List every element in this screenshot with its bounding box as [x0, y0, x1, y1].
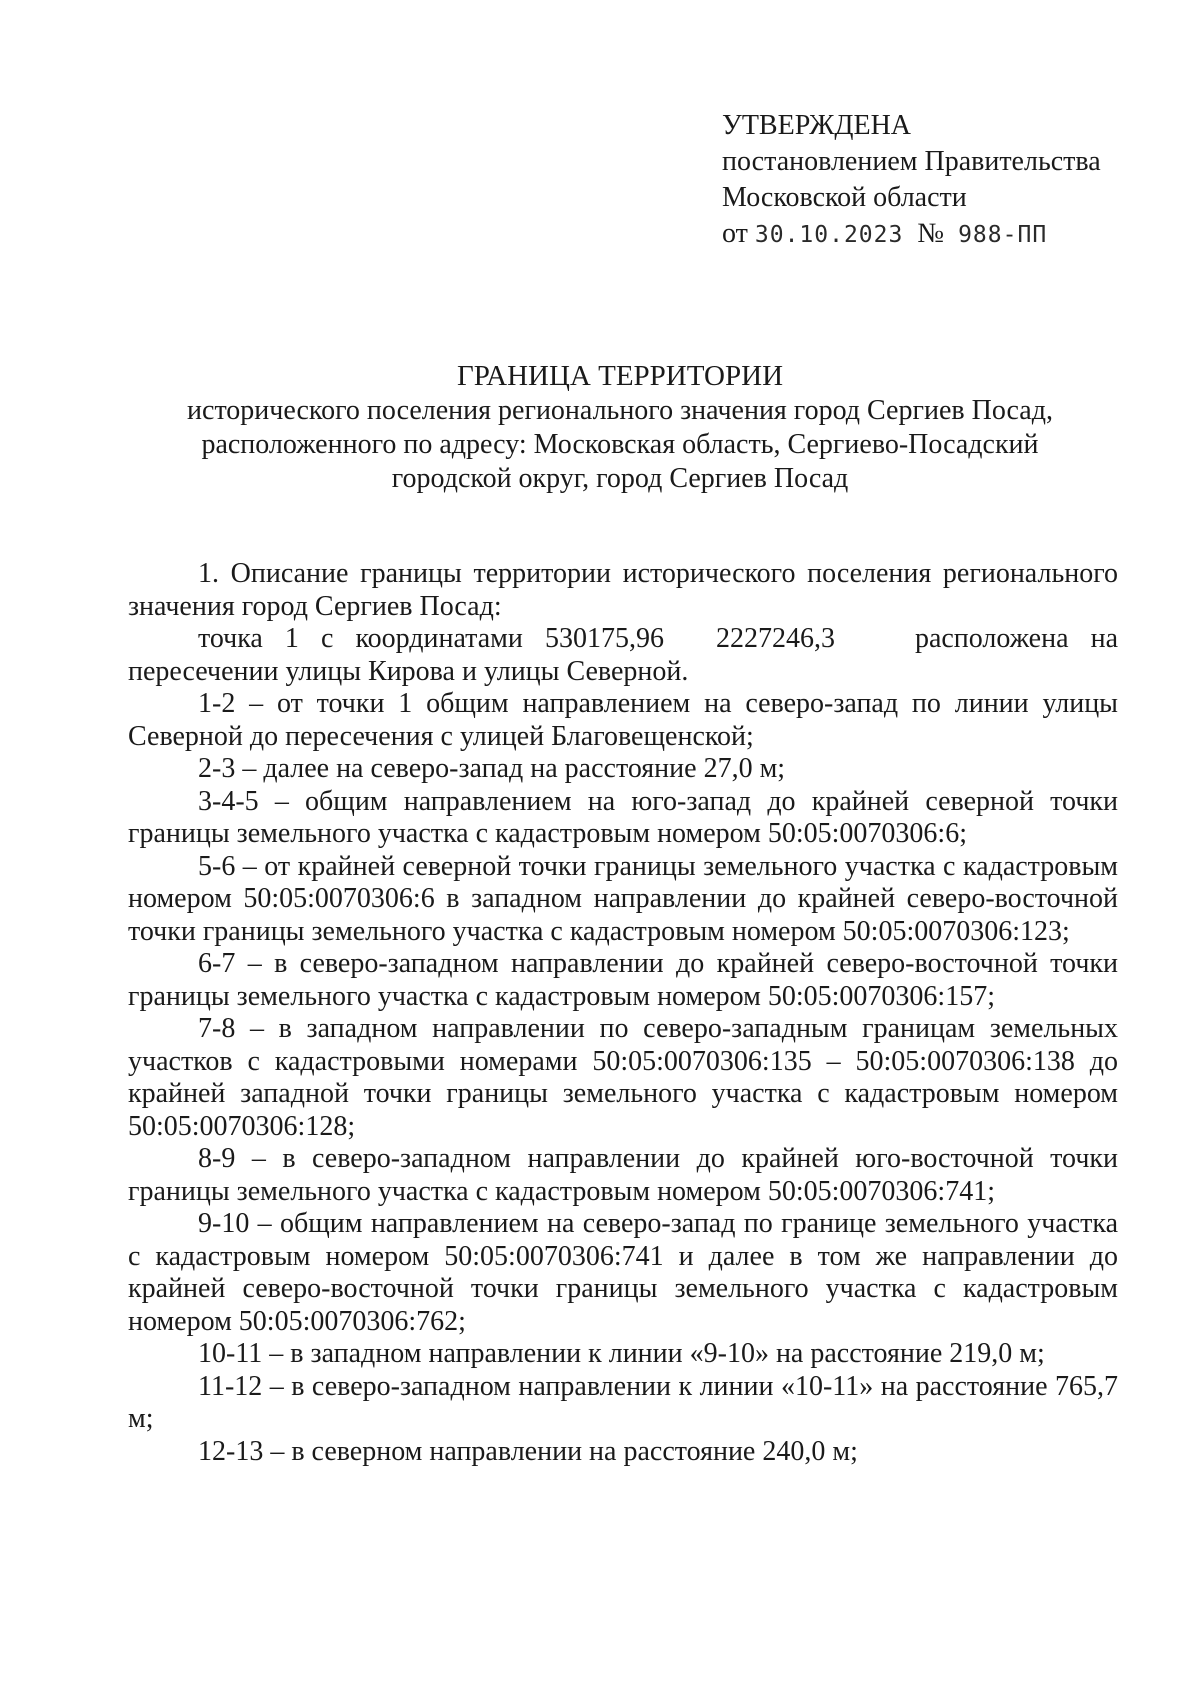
- segment-10-11: 10-11 – в западном направлении к линии «9-10» на расстояние 219,0 м;: [198, 1338, 1045, 1369]
- point-1-location: расположена на пересечении улицы Кирова и улицы Северной.: [128, 623, 1118, 687]
- approval-region: Московской области: [722, 182, 967, 213]
- title-main: ГРАНИЦА ТЕРРИТОРИИ: [456, 360, 784, 392]
- segment-5-6: 5-6 – от крайней северной точки границы земельного участка с кадастровым номером 50:05:0070306:6 в западном направлении до крайней северо-восточной точки границы земельного участка с кадастровым номером 50:05:0070306:123;: [128, 850, 1118, 947]
- segment-1-2: 1-2 – от точки 1 общим направлением на северо-запад по линии улицы Северной до пересечения с улицей Благовещенской;: [128, 688, 1118, 752]
- approval-date-number: [722, 216, 1101, 253]
- segment-2-3: 2-3 – далее на северо-запад на расстояние 27,0 м;: [198, 753, 786, 784]
- title-line-2: расположенного по адресу: Московская область, Сергиево-Посадский: [201, 429, 1039, 460]
- approval-from-label: от: [722, 218, 748, 249]
- title-line-3: городской округ, город Сергиев Посад: [391, 463, 849, 494]
- approval-number-sign: №: [917, 218, 945, 249]
- approval-stamp: [722, 108, 1101, 253]
- approval-number: 988-ПП: [958, 222, 1048, 248]
- segment-8-9: 8-9 – в северо-западном направлении до крайней юго-восточной точки границы земельного участка с кадастровым номером 50:05:0070306:741;: [128, 1143, 1118, 1207]
- document-body: [128, 558, 1118, 1468]
- section-1-heading: 1. Описание границы территории исторического поселения регионального значения город Сергиев Посад:: [128, 558, 1118, 622]
- title-line-1: исторического поселения регионального значения город Сергиев Посад,: [187, 395, 1053, 426]
- segment-7-8: 7-8 – в западном направлении по северо-западным границам земельных участков с кадастровыми номерами 50:05:0070306:135 – 50:05:0070306:138 до крайней западной точки границы земельного участка с кадастровым номером 50:05:0070306:128;: [128, 1013, 1118, 1142]
- approval-date: 30.10.2023: [754, 222, 904, 248]
- point-1-coord-y: 2227246,3: [715, 623, 835, 654]
- point-1-coord-x: точка 1 с координатами 530175,96: [198, 623, 664, 654]
- point-1-description: [128, 623, 1118, 688]
- document-title: [150, 358, 1090, 496]
- segment-3-4-5: 3-4-5 – общим направлением на юго-запад до крайней северной точки границы земельного участка с кадастровым номером 50:05:0070306:6;: [128, 785, 1118, 849]
- segment-9-10: 9-10 – общим направлением на северо-запад по границе земельного участка с кадастровым номером 50:05:0070306:741 и далее в том же направлении до крайней северо-восточной точки границы земельного участка с кадастровым номером 50:05:0070306:762;: [128, 1208, 1118, 1337]
- segment-12-13: 12-13 – в северном направлении на расстояние 240,0 м;: [198, 1435, 858, 1467]
- segment-6-7: 6-7 – в северо-западном направлении до крайней северо-восточной точки границы земельного участка с кадастровым номером 50:05:0070306:157;: [128, 948, 1118, 1012]
- approval-heading: УТВЕРЖДЕНА: [722, 110, 912, 141]
- approval-issuer: постановлением Правительства: [722, 146, 1101, 177]
- segment-11-12: 11-12 – в северо-западном направлении к линии «10-11» на расстояние 765,7 м;: [128, 1370, 1118, 1434]
